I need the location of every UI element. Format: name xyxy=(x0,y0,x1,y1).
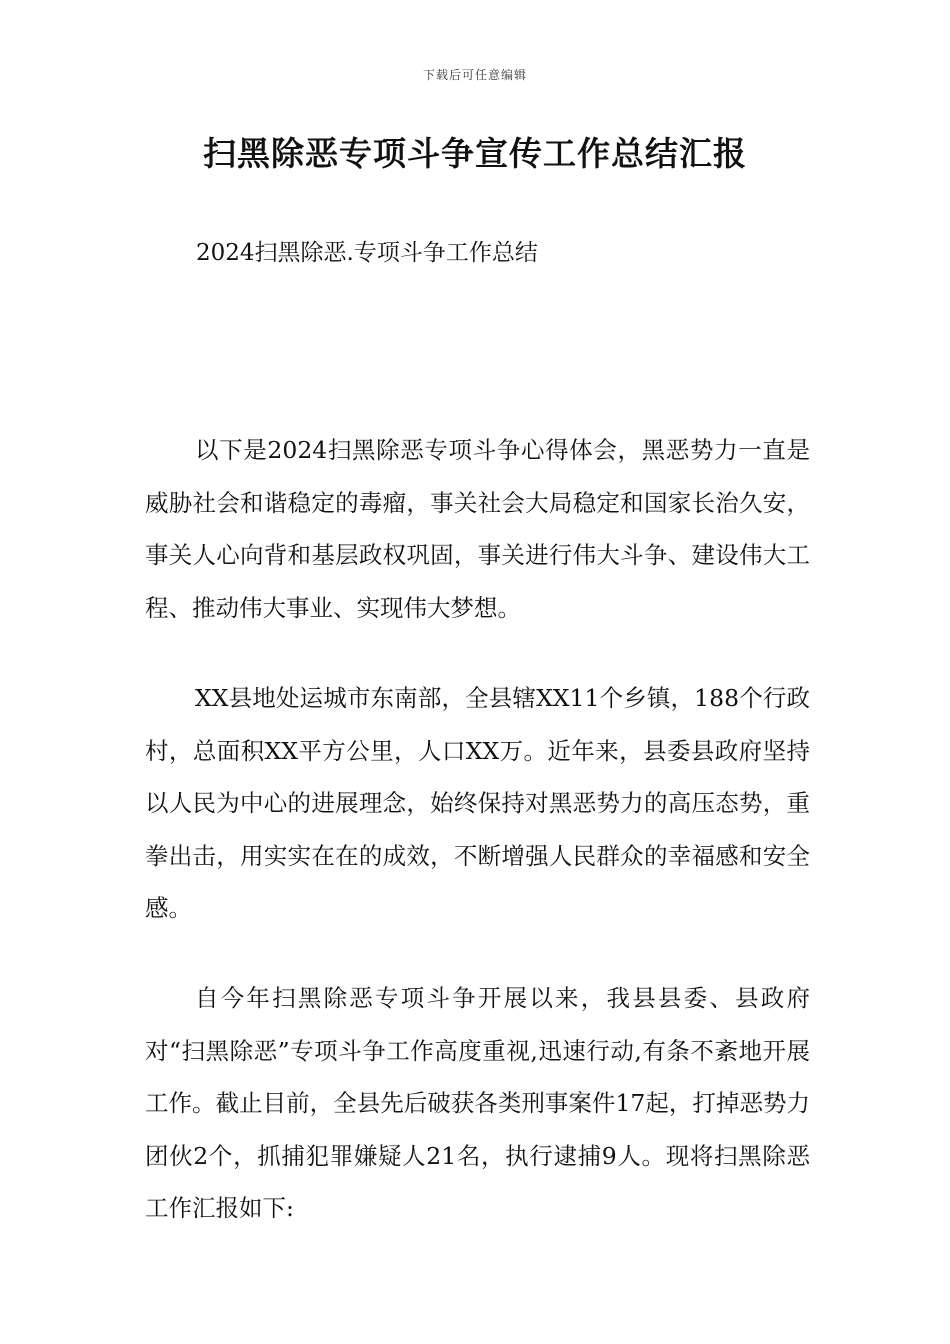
body-paragraph-2: XX县地处运城市东南部，全县辖XX11个乡镇，188个行政村，总面积XX平方公里，人口XX万。近年来，县委县政府坚持以人民为中心的进展理念，始终保持对黑恶势力的高压态势，重拳出击，用实实在在的成效，不断增强人民群众的幸福感和安全感。 xyxy=(145,684,810,922)
body-paragraph-1: 以下是2024扫黑除恶专项斗争心得体会，黑恶势力一直是威胁社会和谐稳定的毒瘤，事关社会大局稳定和国家长治久安，事关人心向背和基层政权巩固，事关进行伟大斗争、建设伟大工程、推动伟大事业、实现伟大梦想。 xyxy=(145,436,810,622)
document-title: 扫黑除恶专项斗争宣传工作总结汇报 xyxy=(203,134,747,173)
body-paragraph-3: 自今年扫黑除恶专项斗争开展以来，我县县委、县政府对“扫黑除恶”专项斗争工作高度重视,迅速行动,有条不紊地开展工作。截止目前，全县先后破获各类刑事案件17起，打掉恶势力团伙2个，抓捕犯罪嫌疑人21名，执行逮捕9人。现将扫黑除恶工作汇报如下: xyxy=(145,984,810,1222)
page-header-note: 下载后可任意编辑 xyxy=(422,68,527,82)
document-subtitle: 2024扫黑除恶.专项斗争工作总结 xyxy=(196,240,538,266)
